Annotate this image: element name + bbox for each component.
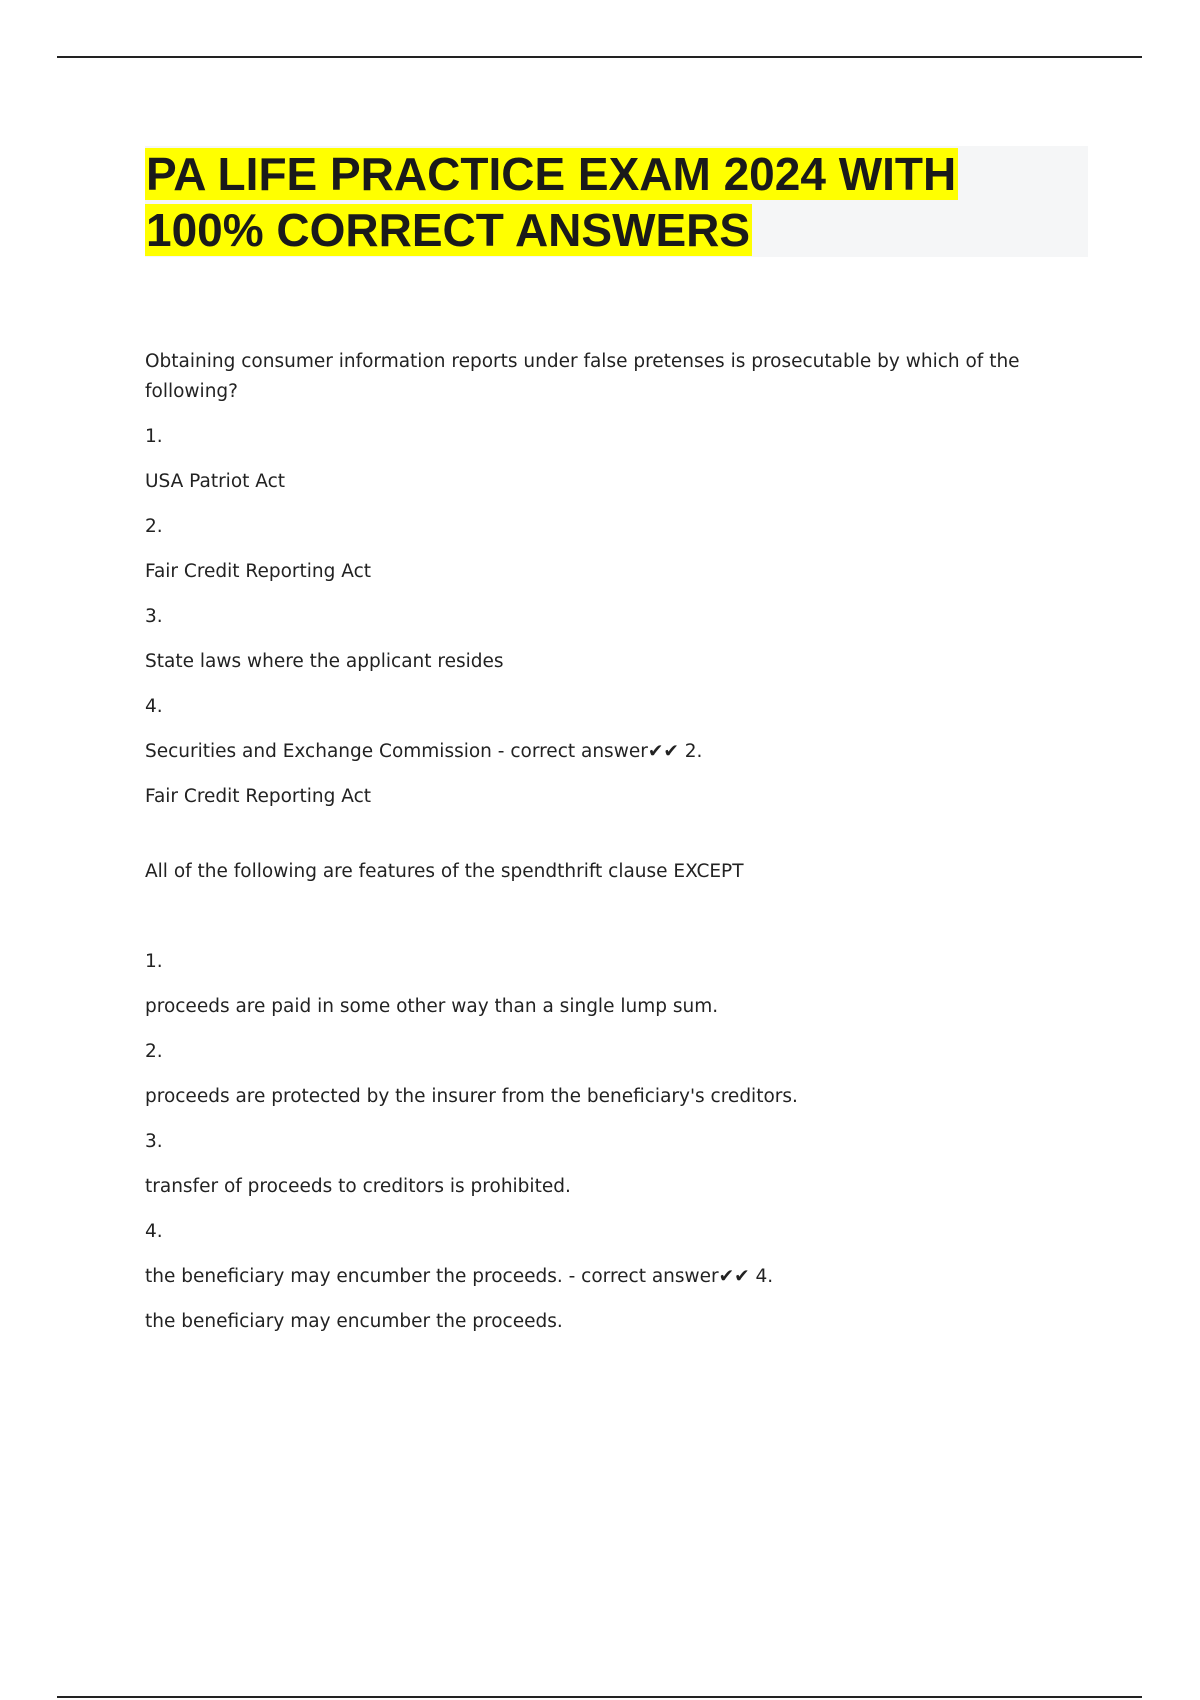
title-line-2: 100% CORRECT ANSWERS [146,204,751,256]
question-2-text: All of the following are features of the spendthrift clause EXCEPT [145,861,744,882]
title-block [145,146,1088,257]
question-2-option-number: 2. [145,1041,163,1062]
question-1-option-text: State laws where the applicant resides [145,651,504,672]
question-2-option-number: 3. [145,1131,163,1152]
question-1-option-number: 1. [145,426,163,447]
question-1-answer-line: Securities and Exchange Commission - correct answer✔✔ 2. [145,741,703,762]
question-2-answer-text: the beneficiary may encumber the proceeds. [145,1311,563,1332]
question-2-option-number: 4. [145,1221,163,1242]
question-2-option-text: proceeds are protected by the insurer from the beneficiary's creditors. [145,1086,798,1107]
question-2-option-text: proceeds are paid in some other way than a single lump sum. [145,996,719,1017]
question-1-option-text: Fair Credit Reporting Act [145,561,371,582]
question-2-answer-line: the beneficiary may encumber the proceeds. - correct answer✔✔ 4. [145,1266,774,1287]
bottom-rule [57,1696,1142,1698]
question-1-answer-text: Fair Credit Reporting Act [145,786,371,807]
page-title [145,146,1088,258]
question-1-option-number: 2. [145,516,163,537]
question-1-option-number: 3. [145,606,163,627]
question-1-text: Obtaining consumer information reports under false pretenses is prosecutable by which of the following? [145,351,1020,402]
title-line-1: PA LIFE PRACTICE EXAM 2024 WITH [146,148,957,200]
question-1-option-text: USA Patriot Act [145,471,286,492]
question-2-option-text: transfer of proceeds to creditors is prohibited. [145,1176,571,1197]
question-2-option-number: 1. [145,951,163,972]
top-rule [57,56,1142,58]
document-body [145,347,1045,1352]
question-1-option-number: 4. [145,696,163,717]
